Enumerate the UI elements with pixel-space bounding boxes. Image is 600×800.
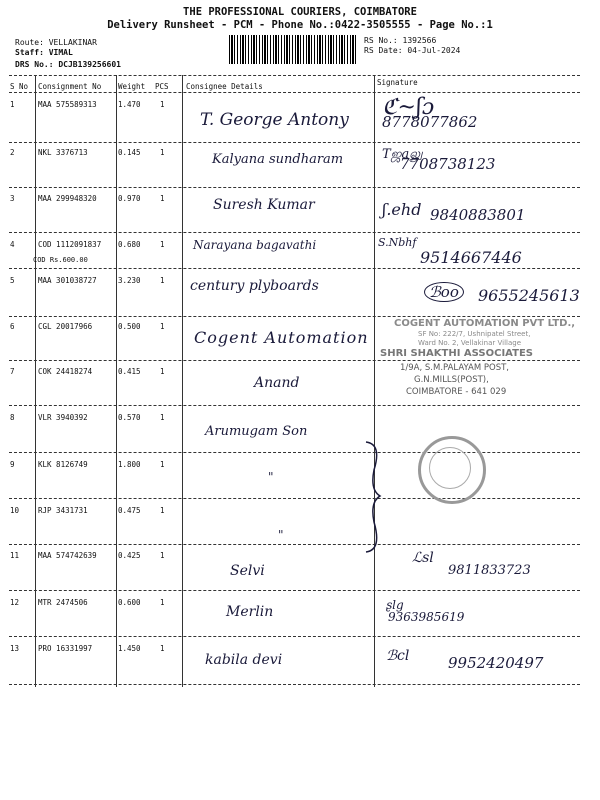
signature-scribble: Tஜaலு	[382, 147, 423, 162]
col-header-pcs: PCS	[155, 82, 169, 91]
row-weight: 0.600	[118, 598, 141, 607]
row-weight: 0.415	[118, 367, 141, 376]
row-sno: 5	[10, 276, 15, 285]
row-weight: 0.570	[118, 413, 141, 422]
row-consignment-no: VLR 3940392	[38, 413, 88, 422]
row-consignment-no: MAA 299948320	[38, 194, 97, 203]
row-divider	[9, 268, 580, 269]
drs-label: DRS No.:	[15, 60, 54, 69]
row-sno: 8	[10, 413, 15, 422]
col-header-consignment: Consignment No	[38, 82, 102, 91]
row-signature-phone: 9514667446	[420, 248, 522, 267]
company-stamp	[378, 318, 580, 438]
page-subtitle: Delivery Runsheet - PCM - Phone No.:0422-3505555 - Page No.:1	[107, 19, 493, 31]
row-consignee-handwritten: Anand	[254, 375, 300, 391]
row-consignment-no: NKL 3376713	[38, 148, 88, 157]
row-sno: 11	[10, 551, 20, 560]
table-top-border	[9, 75, 580, 76]
row-divider	[9, 684, 580, 685]
signature-scribble: ℭ~ʃɔ	[382, 95, 435, 120]
row-consignee-handwritten: Cogent Automation	[194, 328, 369, 347]
col-header-weight: Weight	[118, 82, 146, 91]
row-sno: 13	[10, 644, 20, 653]
route-value: VELLAKINAR	[48, 38, 97, 47]
row-consignment-no: PRO 16331997	[38, 644, 93, 653]
row-signature-phone: 9840883801	[430, 206, 526, 224]
row-consignee-handwritten: Suresh Kumar	[213, 197, 315, 213]
row-divider	[9, 452, 580, 453]
row-consignee-handwritten: Selvi	[230, 563, 265, 579]
cod-amount: COD Rs.600.00	[33, 256, 88, 264]
row-consignee-handwritten: century plyboards	[190, 278, 319, 294]
row-pcs: 1	[160, 194, 165, 203]
signature-scribble: S.Nbhf	[378, 236, 417, 249]
column-divider	[116, 75, 117, 687]
staff-value: VIMAL	[48, 48, 73, 57]
row-consignee-handwritten: kabila devi	[205, 652, 283, 668]
stamp-address-line: COIMBATORE - 641 029	[406, 387, 507, 397]
row-consignment-no: RJP 3431731	[38, 506, 88, 515]
signature-scribble: ℒsl	[412, 550, 434, 566]
col-header-sno: S No	[10, 82, 29, 91]
row-consignee-handwritten: T. George Antony	[200, 110, 349, 130]
row-weight: 0.500	[118, 322, 141, 331]
rs-date-value: 04-Jul-2024	[407, 46, 461, 55]
row-consignee-handwritten: Kalyana sundharam	[212, 152, 344, 167]
row-pcs: 1	[160, 413, 165, 422]
column-divider	[374, 75, 375, 687]
rs-date-label: RS Date:	[364, 46, 403, 55]
row-signature-phone: 9811833723	[448, 563, 531, 578]
row-pcs: 1	[160, 148, 165, 157]
stamp-address-line: 1/9A, S.M.PALAYAM POST,	[400, 363, 510, 373]
row-consignee-handwritten: Narayana bagavathi	[193, 238, 317, 252]
row-weight: 0.970	[118, 194, 141, 203]
row-pcs: 1	[160, 551, 165, 560]
rs-no-label: RS No.:	[364, 36, 398, 45]
column-divider	[35, 75, 36, 687]
row-sno: 4	[10, 240, 15, 249]
row-pcs: 1	[160, 240, 165, 249]
row-consignment-no: COD 1112091837	[38, 240, 102, 249]
grouping-brace	[360, 440, 390, 555]
stamp-company-name: COGENT AUTOMATION PVT LTD.,	[394, 318, 576, 329]
rs-no-value: 1392566	[402, 36, 437, 45]
row-sno: 9	[10, 460, 15, 469]
row-pcs: 1	[160, 644, 165, 653]
row-pcs: 1	[160, 322, 165, 331]
row-weight: 1.450	[118, 644, 141, 653]
row-weight: 0.475	[118, 506, 141, 515]
col-header-signature: Signature	[377, 78, 418, 87]
round-seal	[418, 436, 486, 504]
row-consignment-no: KLK 8126749	[38, 460, 88, 469]
row-signature-phone: 9363985619	[388, 610, 465, 624]
row-divider	[9, 187, 580, 188]
stamp-address-line: SF No: 222/7, Ushnipatel Street,	[418, 330, 531, 338]
row-sno: 7	[10, 367, 15, 376]
row-pcs: 1	[160, 460, 165, 469]
row-sno: 6	[10, 322, 15, 331]
signature-scribble: ℬcl	[386, 648, 410, 664]
signature-scribble: ℬoo	[424, 282, 464, 302]
row-signature-phone: 9655245613	[478, 286, 580, 305]
row-pcs: 1	[160, 367, 165, 376]
drs-line	[15, 60, 121, 69]
column-divider	[182, 75, 183, 687]
row-weight: 3.230	[118, 276, 141, 285]
row-divider	[9, 142, 580, 143]
row-pcs: 1	[160, 506, 165, 515]
signature-scribble: ʃ.ehd	[382, 200, 422, 219]
row-weight: 1.470	[118, 100, 141, 109]
row-divider	[9, 636, 580, 637]
row-divider	[9, 590, 580, 591]
row-sno: 1	[10, 100, 15, 109]
row-pcs: 1	[160, 276, 165, 285]
row-signature-phone: 7708738123	[400, 155, 496, 173]
row-divider	[9, 232, 580, 233]
rs-date-line	[364, 46, 460, 55]
row-consignee-handwritten: Arumugam Son	[205, 424, 308, 439]
drs-value: DCJB139256601	[58, 60, 121, 69]
row-weight: 0.145	[118, 148, 141, 157]
row-sno: 12	[10, 598, 20, 607]
row-consignment-no: COK 24418274	[38, 367, 93, 376]
row-weight: 0.680	[118, 240, 141, 249]
row-consignment-no: MAA 575589313	[38, 100, 97, 109]
page-title: THE PROFESSIONAL COURIERS, COIMBATORE	[183, 6, 417, 18]
route-label: Route:	[15, 38, 44, 47]
col-header-consignee: Consignee Details	[186, 82, 263, 91]
stamp-address-line: Ward No. 2, Vellakinar Village	[418, 339, 522, 347]
row-weight: 0.425	[118, 551, 141, 560]
row-sno: 2	[10, 148, 15, 157]
stamp-address-line: G.N.MILLS(POST),	[414, 375, 489, 385]
signature-scribble: ʂlg	[386, 598, 404, 612]
row-divider	[9, 316, 580, 317]
row-consignee-ditto: "	[268, 470, 274, 484]
row-consignment-no: MTR 2474506	[38, 598, 88, 607]
row-pcs: 1	[160, 598, 165, 607]
staff-line	[15, 48, 73, 57]
row-consignee-handwritten: Merlin	[226, 604, 274, 620]
row-consignment-no: MAA 301038727	[38, 276, 97, 285]
row-consignment-no: MAA 574742639	[38, 551, 97, 560]
stamp-associates-name: SHRI SHAKTHI ASSOCIATES	[380, 348, 533, 359]
route-line	[15, 38, 97, 47]
row-weight: 1.800	[118, 460, 141, 469]
header-bottom-border	[9, 92, 580, 93]
rs-no-line	[364, 36, 436, 45]
row-consignment-no: CGL 20017966	[38, 322, 93, 331]
row-sno: 10	[10, 506, 20, 515]
row-signature-phone: 9952420497	[448, 654, 544, 672]
row-divider	[9, 544, 580, 545]
row-signature-phone: 8778077862	[382, 113, 478, 131]
row-pcs: 1	[160, 100, 165, 109]
barcode-image	[229, 35, 357, 64]
staff-label: Staff:	[15, 48, 44, 57]
row-divider	[9, 498, 580, 499]
row-sno: 3	[10, 194, 15, 203]
row-consignee-ditto: "	[278, 528, 284, 542]
